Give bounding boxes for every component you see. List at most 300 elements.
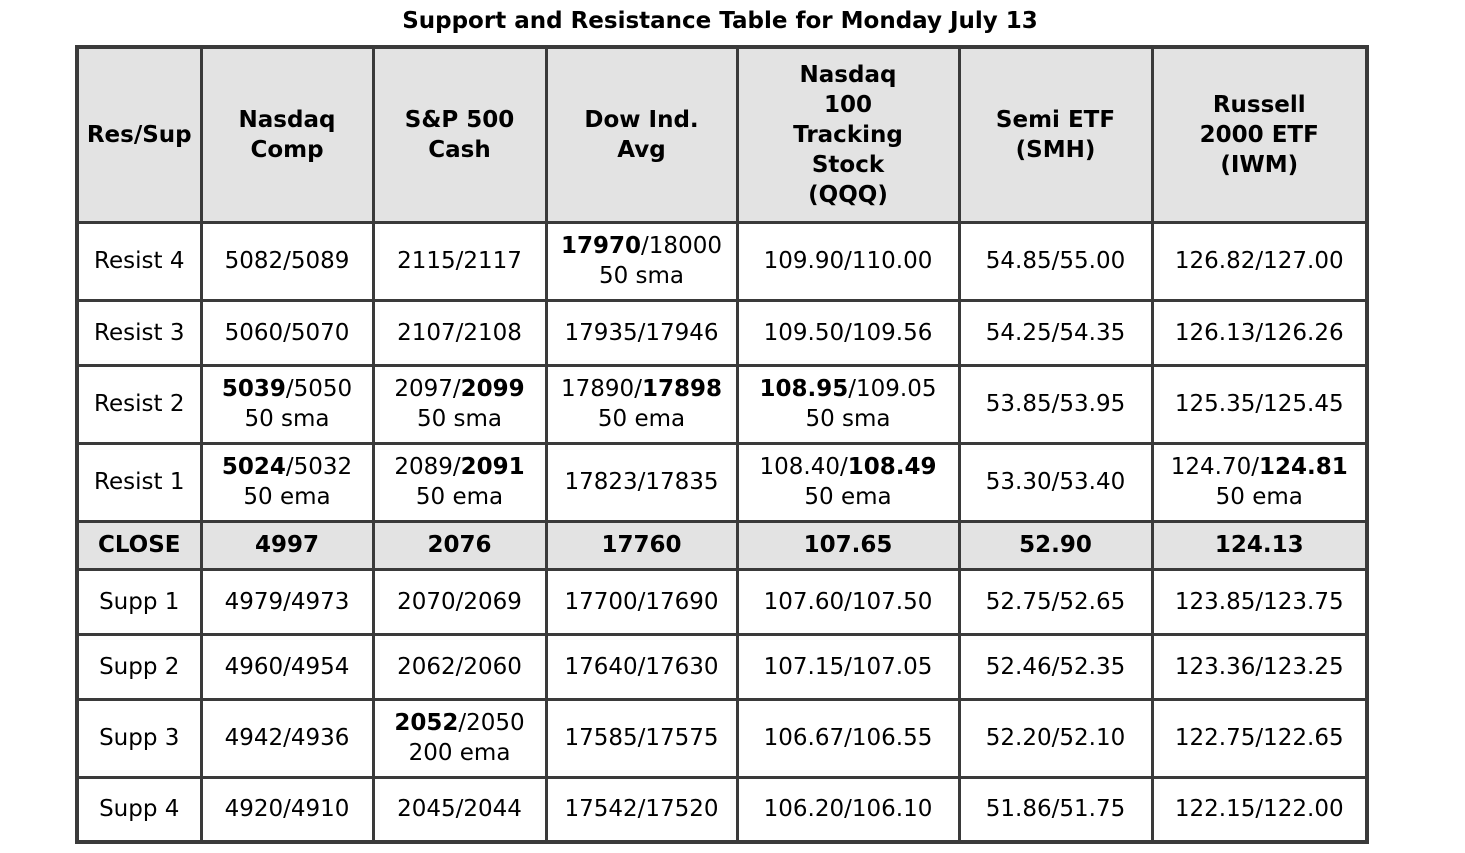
column-header-1 xyxy=(201,47,373,222)
level-value-first: 5082 xyxy=(224,248,284,274)
level-separator: / xyxy=(1255,248,1264,274)
level-value-first: 2070 xyxy=(397,588,456,615)
level-cell xyxy=(373,443,546,521)
table-row-supp-2 xyxy=(77,634,1367,699)
table-body xyxy=(77,222,1367,842)
level-value-second: 17835 xyxy=(645,469,719,495)
table-row-supp-1 xyxy=(77,569,1367,634)
column-header-3 xyxy=(546,47,737,222)
row-label: Supp 4 xyxy=(77,777,201,842)
level-cell xyxy=(1152,443,1367,521)
level-value-second: 53.95 xyxy=(1059,391,1126,417)
level-value-second: 123.75 xyxy=(1263,588,1344,615)
level-value-second: 5089 xyxy=(290,248,350,274)
level-cell xyxy=(373,222,546,300)
column-header-6 xyxy=(1152,47,1367,222)
row-label: Resist 1 xyxy=(77,443,201,521)
level-cell xyxy=(201,443,373,521)
column-header-line: Tracking xyxy=(793,121,903,148)
level-cell xyxy=(373,634,546,699)
level-value-first: 5039 xyxy=(221,376,286,402)
level-value-first: 2045 xyxy=(397,796,456,823)
level-values xyxy=(961,389,1151,419)
level-separator: / xyxy=(283,319,291,346)
level-value-first: 109.90 xyxy=(763,248,845,274)
level-note: 50 sma xyxy=(416,406,503,432)
level-value-second: 54.35 xyxy=(1059,319,1126,346)
level-value-first: 4979 xyxy=(224,588,284,615)
level-value-second: 125.45 xyxy=(1263,391,1344,417)
close-value: 107.65 xyxy=(737,521,959,569)
level-cell xyxy=(201,634,373,699)
level-value-first: 107.15 xyxy=(763,653,845,680)
level-value-second: 5050 xyxy=(293,376,353,402)
column-header-5 xyxy=(959,47,1152,222)
level-value-second: 53.40 xyxy=(1059,469,1126,495)
table-row-resist-2 xyxy=(77,365,1367,443)
column-header-line: (QQQ) xyxy=(808,181,888,208)
level-value-second: 126.26 xyxy=(1263,319,1344,346)
level-separator: / xyxy=(455,653,464,680)
column-header-line: Res/Sup xyxy=(86,121,192,148)
level-cell xyxy=(201,699,373,777)
level-values xyxy=(548,794,736,824)
level-value-first: 52.20 xyxy=(985,725,1052,751)
close-value: 52.90 xyxy=(959,521,1152,569)
level-value-second: 2091 xyxy=(460,454,525,480)
close-value: 17760 xyxy=(546,521,737,569)
level-cell xyxy=(959,777,1152,842)
level-value-first: 17890 xyxy=(561,376,635,402)
level-value-first: 126.82 xyxy=(1174,248,1256,274)
column-header-line: Cash xyxy=(428,136,491,163)
level-values xyxy=(739,794,958,824)
row-label: Resist 3 xyxy=(77,300,201,365)
level-cell xyxy=(546,699,737,777)
level-cell xyxy=(201,300,373,365)
level-value-first: 108.40 xyxy=(759,454,840,480)
level-note: 50 ema xyxy=(415,484,504,510)
level-value-first: 52.46 xyxy=(985,653,1052,680)
level-value-first: 53.30 xyxy=(985,469,1052,495)
level-values xyxy=(548,231,736,261)
column-header-line: (SMH) xyxy=(1015,136,1096,163)
level-cell xyxy=(546,443,737,521)
level-value-first: 108.95 xyxy=(759,376,849,402)
column-header-line: Nasdaq xyxy=(238,106,336,133)
level-values xyxy=(1154,318,1366,348)
column-header-2 xyxy=(373,47,546,222)
level-value-second: 17898 xyxy=(641,376,722,402)
level-separator: / xyxy=(455,248,464,274)
level-value-first: 4920 xyxy=(224,796,284,823)
level-value-first: 54.85 xyxy=(985,248,1052,274)
level-value-first: 109.50 xyxy=(763,319,845,346)
level-cell xyxy=(373,777,546,842)
level-values xyxy=(739,318,958,348)
level-separator: / xyxy=(637,653,646,680)
level-cell xyxy=(373,569,546,634)
level-separator: / xyxy=(452,376,461,402)
level-value-second: 2060 xyxy=(463,653,522,680)
level-separator: / xyxy=(844,725,852,751)
level-separator: / xyxy=(637,588,646,615)
level-value-second: 122.00 xyxy=(1263,796,1344,823)
level-separator: / xyxy=(1051,796,1060,823)
level-separator: / xyxy=(1051,725,1060,751)
level-cell xyxy=(1152,569,1367,634)
level-separator: / xyxy=(1051,588,1060,615)
level-note: 50 ema xyxy=(1215,484,1303,510)
level-value-second: 52.35 xyxy=(1059,653,1126,680)
level-value-second: 17630 xyxy=(645,653,719,680)
table-row-resist-3 xyxy=(77,300,1367,365)
level-separator: / xyxy=(637,796,646,823)
level-separator: / xyxy=(455,588,464,615)
row-label: Supp 3 xyxy=(77,699,201,777)
level-value-first: 4942 xyxy=(224,725,284,751)
page-title: Support and Resistance Table for Monday July 13 xyxy=(402,8,1038,34)
level-separator: / xyxy=(844,653,852,680)
level-cell xyxy=(1152,300,1367,365)
level-value-first: 122.75 xyxy=(1174,725,1256,751)
level-values xyxy=(548,652,736,682)
level-values xyxy=(375,246,545,276)
level-values xyxy=(739,587,958,617)
level-cell xyxy=(959,634,1152,699)
level-separator: / xyxy=(283,653,291,680)
level-cell xyxy=(546,222,737,300)
table-row-resist-1 xyxy=(77,443,1367,521)
level-value-first: 106.20 xyxy=(763,796,845,823)
level-cell xyxy=(959,443,1152,521)
level-separator: / xyxy=(283,796,291,823)
level-value-second: 2099 xyxy=(460,376,525,402)
level-value-second: 18000 xyxy=(648,233,722,259)
level-values xyxy=(1154,452,1366,482)
level-note: 50 ema xyxy=(804,484,892,510)
level-value-second: 2117 xyxy=(463,248,522,274)
level-value-second: 109.05 xyxy=(856,376,937,402)
level-separator: / xyxy=(1251,454,1259,480)
row-label: CLOSE xyxy=(77,521,201,569)
level-separator: / xyxy=(1051,653,1060,680)
level-note: 200 ema xyxy=(408,740,511,766)
level-value-first: 17700 xyxy=(564,588,638,615)
level-cell xyxy=(546,569,737,634)
level-values xyxy=(961,246,1151,276)
row-label: Resist 2 xyxy=(77,365,201,443)
level-separator: / xyxy=(285,376,294,402)
level-value-first: 2089 xyxy=(394,454,453,480)
level-cell xyxy=(737,365,959,443)
level-separator: / xyxy=(283,248,291,274)
level-value-first: 125.35 xyxy=(1174,391,1256,417)
level-values xyxy=(548,374,736,404)
level-cell xyxy=(373,300,546,365)
column-header-line: Stock xyxy=(811,151,885,178)
level-values xyxy=(961,587,1151,617)
table-row-resist-4 xyxy=(77,222,1367,300)
level-value-first: 17585 xyxy=(564,725,638,751)
level-value-second: 52.65 xyxy=(1059,588,1126,615)
level-values xyxy=(375,708,545,738)
level-value-second: 4954 xyxy=(290,653,350,680)
level-cell xyxy=(737,443,959,521)
level-cell xyxy=(737,699,959,777)
level-value-second: 127.00 xyxy=(1263,248,1344,274)
close-value: 2076 xyxy=(373,521,546,569)
level-value-first: 52.75 xyxy=(985,588,1052,615)
level-values xyxy=(1154,246,1366,276)
level-separator: / xyxy=(839,454,848,480)
level-value-first: 107.60 xyxy=(763,588,845,615)
level-value-second: 122.65 xyxy=(1263,725,1344,751)
level-value-second: 17946 xyxy=(645,319,719,346)
level-separator: / xyxy=(285,454,294,480)
level-values xyxy=(739,723,958,753)
level-values xyxy=(739,246,958,276)
level-value-first: 123.85 xyxy=(1174,588,1256,615)
level-separator: / xyxy=(1255,391,1264,417)
level-cell xyxy=(201,365,373,443)
level-value-second: 2044 xyxy=(463,796,522,823)
level-cell xyxy=(959,365,1152,443)
table-row-supp-4 xyxy=(77,777,1367,842)
level-separator: / xyxy=(283,588,291,615)
row-label: Supp 2 xyxy=(77,634,201,699)
level-separator: / xyxy=(844,319,852,346)
level-value-second: 109.56 xyxy=(851,319,933,346)
level-value-second: 123.25 xyxy=(1263,653,1344,680)
support-resistance-table xyxy=(75,45,1369,844)
level-separator: / xyxy=(637,725,646,751)
level-value-first: 124.70 xyxy=(1170,454,1252,480)
level-values xyxy=(961,794,1151,824)
level-values xyxy=(961,652,1151,682)
level-values xyxy=(548,318,736,348)
level-values xyxy=(1154,652,1366,682)
level-separator: / xyxy=(1051,319,1060,346)
level-separator: / xyxy=(452,454,461,480)
column-header-line: Semi ETF xyxy=(995,106,1116,133)
level-cell xyxy=(959,300,1152,365)
level-value-first: 2052 xyxy=(394,710,459,736)
level-value-second: 106.10 xyxy=(851,796,933,823)
level-cell xyxy=(737,634,959,699)
level-separator: / xyxy=(1051,469,1060,495)
column-header-line: Russell xyxy=(1212,91,1306,118)
level-cell xyxy=(546,365,737,443)
level-value-second: 17520 xyxy=(645,796,719,823)
level-value-second: 2050 xyxy=(466,710,525,736)
level-separator: / xyxy=(844,248,852,274)
level-cell xyxy=(373,365,546,443)
level-value-first: 17970 xyxy=(561,233,642,259)
level-values xyxy=(548,587,736,617)
level-value-first: 2097 xyxy=(394,376,453,402)
level-cell xyxy=(546,777,737,842)
column-header-line: Comp xyxy=(250,136,324,163)
close-row xyxy=(77,521,1367,569)
level-note: 50 sma xyxy=(598,263,685,289)
level-values xyxy=(203,723,372,753)
level-separator: / xyxy=(1255,588,1264,615)
level-note: 50 sma xyxy=(805,406,891,432)
level-values xyxy=(203,374,372,404)
level-value-second: 5032 xyxy=(293,454,353,480)
level-values xyxy=(961,723,1151,753)
level-value-first: 54.25 xyxy=(985,319,1052,346)
level-values xyxy=(203,318,372,348)
level-cell xyxy=(546,634,737,699)
level-cell xyxy=(201,569,373,634)
level-cell xyxy=(959,699,1152,777)
level-values xyxy=(203,587,372,617)
level-separator: / xyxy=(1255,653,1264,680)
level-values xyxy=(1154,794,1366,824)
level-values xyxy=(375,318,545,348)
level-values xyxy=(203,246,372,276)
level-values xyxy=(739,652,958,682)
level-value-second: 108.49 xyxy=(847,454,937,480)
level-cell xyxy=(1152,634,1367,699)
level-values xyxy=(548,467,736,497)
level-value-second: 2108 xyxy=(463,319,522,346)
level-value-second: 110.00 xyxy=(851,248,933,274)
level-separator: / xyxy=(1255,796,1264,823)
level-values xyxy=(203,452,372,482)
level-values xyxy=(375,652,545,682)
level-value-second: 4910 xyxy=(290,796,350,823)
level-values xyxy=(375,794,545,824)
level-cell xyxy=(737,222,959,300)
level-separator: / xyxy=(1255,319,1264,346)
level-values xyxy=(375,587,545,617)
level-cell xyxy=(1152,365,1367,443)
level-value-first: 2062 xyxy=(397,653,456,680)
column-header-line: Dow Ind. xyxy=(584,106,699,133)
level-separator: / xyxy=(455,319,464,346)
level-note: 50 sma xyxy=(244,406,330,432)
level-cell xyxy=(737,569,959,634)
level-separator: / xyxy=(455,796,464,823)
level-separator: / xyxy=(283,725,291,751)
level-value-first: 2107 xyxy=(397,319,456,346)
level-values xyxy=(739,452,958,482)
level-value-first: 17823 xyxy=(564,469,638,495)
level-value-second: 107.05 xyxy=(851,653,933,680)
level-value-first: 5024 xyxy=(221,454,286,480)
level-separator: / xyxy=(637,319,646,346)
column-header-line: S&P 500 xyxy=(404,106,515,133)
level-value-first: 126.13 xyxy=(1174,319,1256,346)
column-header-line: (IWM) xyxy=(1220,151,1299,178)
column-header-line: Avg xyxy=(617,136,666,163)
level-value-second: 17575 xyxy=(645,725,719,751)
level-cell xyxy=(201,777,373,842)
level-value-second: 4936 xyxy=(290,725,350,751)
level-value-first: 5060 xyxy=(224,319,284,346)
level-cell xyxy=(1152,699,1367,777)
level-separator: / xyxy=(458,710,467,736)
level-value-first: 2115 xyxy=(397,248,456,274)
column-header-line: 100 xyxy=(823,91,872,118)
level-separator: / xyxy=(1051,391,1060,417)
level-separator: / xyxy=(844,588,852,615)
row-label: Supp 1 xyxy=(77,569,201,634)
level-cell xyxy=(959,222,1152,300)
level-cell xyxy=(1152,222,1367,300)
level-value-first: 51.86 xyxy=(985,796,1052,823)
level-cell xyxy=(373,699,546,777)
level-separator: / xyxy=(641,233,649,259)
close-value: 4997 xyxy=(201,521,373,569)
level-note: 50 ema xyxy=(597,406,686,432)
level-cell xyxy=(959,569,1152,634)
level-cell xyxy=(737,777,959,842)
level-values xyxy=(739,374,958,404)
level-separator: / xyxy=(844,796,852,823)
level-cell xyxy=(1152,777,1367,842)
level-value-first: 17640 xyxy=(564,653,638,680)
level-values xyxy=(961,318,1151,348)
level-value-second: 17690 xyxy=(645,588,719,615)
table-row-supp-3 xyxy=(77,699,1367,777)
level-value-second: 5070 xyxy=(290,319,350,346)
level-value-second: 4973 xyxy=(290,588,350,615)
row-label: Resist 4 xyxy=(77,222,201,300)
close-value: 124.13 xyxy=(1152,521,1367,569)
column-header-line: Nasdaq xyxy=(799,61,897,88)
level-separator: / xyxy=(1051,248,1060,274)
level-values xyxy=(203,794,372,824)
column-header-4 xyxy=(737,47,959,222)
level-value-second: 107.50 xyxy=(851,588,933,615)
level-value-first: 4960 xyxy=(224,653,284,680)
level-values xyxy=(375,452,545,482)
level-separator: / xyxy=(1255,725,1264,751)
level-value-second: 2069 xyxy=(463,588,522,615)
level-separator: / xyxy=(637,469,646,495)
level-values xyxy=(961,467,1151,497)
level-value-first: 53.85 xyxy=(985,391,1052,417)
level-values xyxy=(1154,587,1366,617)
level-separator: / xyxy=(634,376,642,402)
header-row xyxy=(77,47,1367,222)
level-values xyxy=(1154,389,1366,419)
column-header-line: 2000 ETF xyxy=(1199,121,1319,148)
level-value-first: 106.67 xyxy=(763,725,845,751)
level-values xyxy=(203,652,372,682)
level-cell xyxy=(201,222,373,300)
level-value-first: 17542 xyxy=(564,796,638,823)
level-values xyxy=(375,374,545,404)
level-separator: / xyxy=(848,376,857,402)
level-value-second: 124.81 xyxy=(1258,454,1348,480)
level-cell xyxy=(546,300,737,365)
level-values xyxy=(1154,723,1366,753)
level-value-first: 17935 xyxy=(564,319,638,346)
level-value-second: 55.00 xyxy=(1059,248,1126,274)
level-value-second: 106.55 xyxy=(851,725,933,751)
level-value-second: 52.10 xyxy=(1059,725,1126,751)
level-value-second: 51.75 xyxy=(1059,796,1126,823)
level-value-first: 122.15 xyxy=(1174,796,1256,823)
level-values xyxy=(548,723,736,753)
column-header-0 xyxy=(77,47,201,222)
level-value-first: 123.36 xyxy=(1174,653,1256,680)
